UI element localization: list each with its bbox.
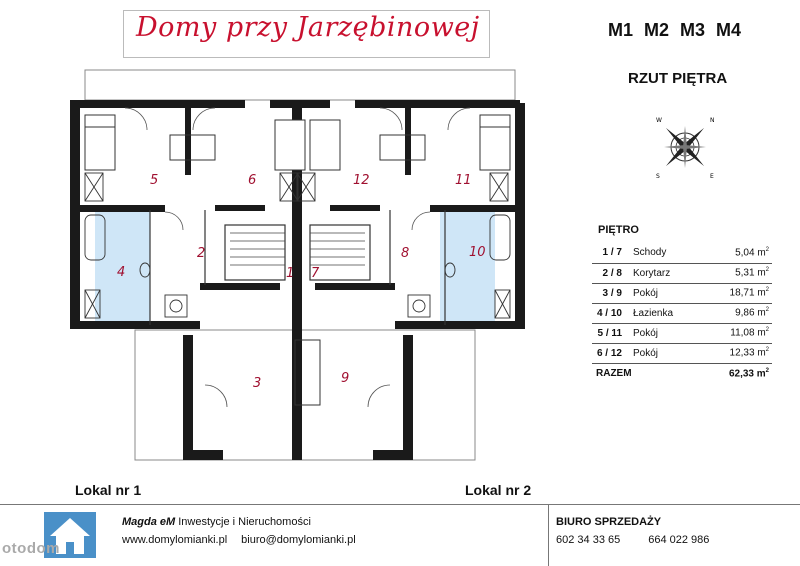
compass-e: E (710, 173, 714, 180)
units-label: M1 M2 M3 M4 (608, 20, 742, 40)
room-name: Pokój (630, 283, 701, 303)
room-pair: 4 / 10 (592, 303, 630, 323)
otodom-watermark: otodom (2, 540, 60, 557)
compass-n: N (710, 117, 715, 124)
sales-phones (556, 534, 709, 546)
balcony-frame-top (85, 70, 515, 100)
unit-label-1: Lokal nr 1 (75, 482, 142, 498)
footer-divider-line (0, 504, 800, 505)
room-name: Schody (630, 243, 701, 263)
room-number-2: 2 (197, 246, 206, 261)
room-area: 18,71 $m^2$ (701, 283, 772, 303)
compass-w: W (656, 117, 662, 124)
compass-s: S (656, 173, 660, 180)
table-row (592, 243, 772, 263)
bathroom-right (440, 205, 495, 325)
plan-heading: RZUT PIĘTRA (628, 70, 728, 87)
table-row (592, 263, 772, 283)
room-number-12: 12 (353, 173, 370, 188)
room-area: 12,33 $m^2$ (701, 343, 772, 363)
room-number-11: 11 (455, 173, 472, 188)
room-number-7: 7 (311, 266, 320, 281)
phone-1[interactable]: 602 34 33 65 (556, 534, 621, 546)
page-title: Domy przy Jarzębinowej (136, 12, 480, 43)
compass-icon (650, 112, 720, 182)
room-name: Pokój (630, 343, 701, 363)
room-pair: 1 / 7 (592, 243, 630, 263)
company-name: Magda eM (122, 516, 176, 528)
email-link[interactable]: biuro@domylomianki.pl (241, 534, 356, 546)
room-number-4: 4 (117, 265, 126, 280)
unit-label-2: Lokal nr 2 (465, 482, 532, 498)
room-pair: 5 / 11 (592, 323, 630, 343)
areas-title: PIĘTRO (598, 224, 639, 236)
room-number-6: 6 (248, 173, 257, 188)
room-area: 5,04 $m^2$ (701, 243, 772, 263)
contact-line (122, 534, 356, 546)
room-number-3: 3 (253, 376, 262, 391)
room-area: 11,08 $m^2$ (701, 323, 772, 343)
company-description: Inwestycje i Nieruchomości (175, 516, 311, 528)
room-number-9: 9 (341, 371, 350, 386)
beds (85, 115, 510, 170)
sales-office-title: BIURO SPRZEDAŻY (556, 516, 662, 528)
website-link[interactable]: www.domylomianki.pl (122, 534, 228, 546)
total-area: 62,33 $m^2$ (728, 367, 769, 379)
total-row (592, 363, 772, 383)
total-label: RAZEM (596, 367, 632, 379)
room-pair: 6 / 12 (592, 343, 630, 363)
room-name: Pokój (630, 323, 701, 343)
room-pair: 3 / 9 (592, 283, 630, 303)
room-number-10: 10 (469, 245, 486, 260)
table-row (592, 323, 772, 343)
phone-2[interactable]: 664 022 986 (648, 534, 710, 546)
floor-plan (65, 65, 550, 475)
room-area: 5,31 $m^2$ (701, 263, 772, 283)
header (0, 0, 800, 60)
room-pair: 2 / 8 (592, 263, 630, 283)
room-name: Korytarz (630, 263, 701, 283)
areas-table (592, 243, 772, 383)
table-row (592, 343, 772, 363)
table-row (592, 283, 772, 303)
company-line (122, 516, 311, 528)
room-name: Łazienka (630, 303, 701, 323)
room-area: 9,86 $m^2$ (701, 303, 772, 323)
table-row (592, 303, 772, 323)
room-number-5: 5 (150, 173, 159, 188)
footer-vertical-divider (548, 504, 549, 566)
room-number-8: 8 (401, 246, 410, 261)
room-number-1: 1 (286, 266, 295, 281)
